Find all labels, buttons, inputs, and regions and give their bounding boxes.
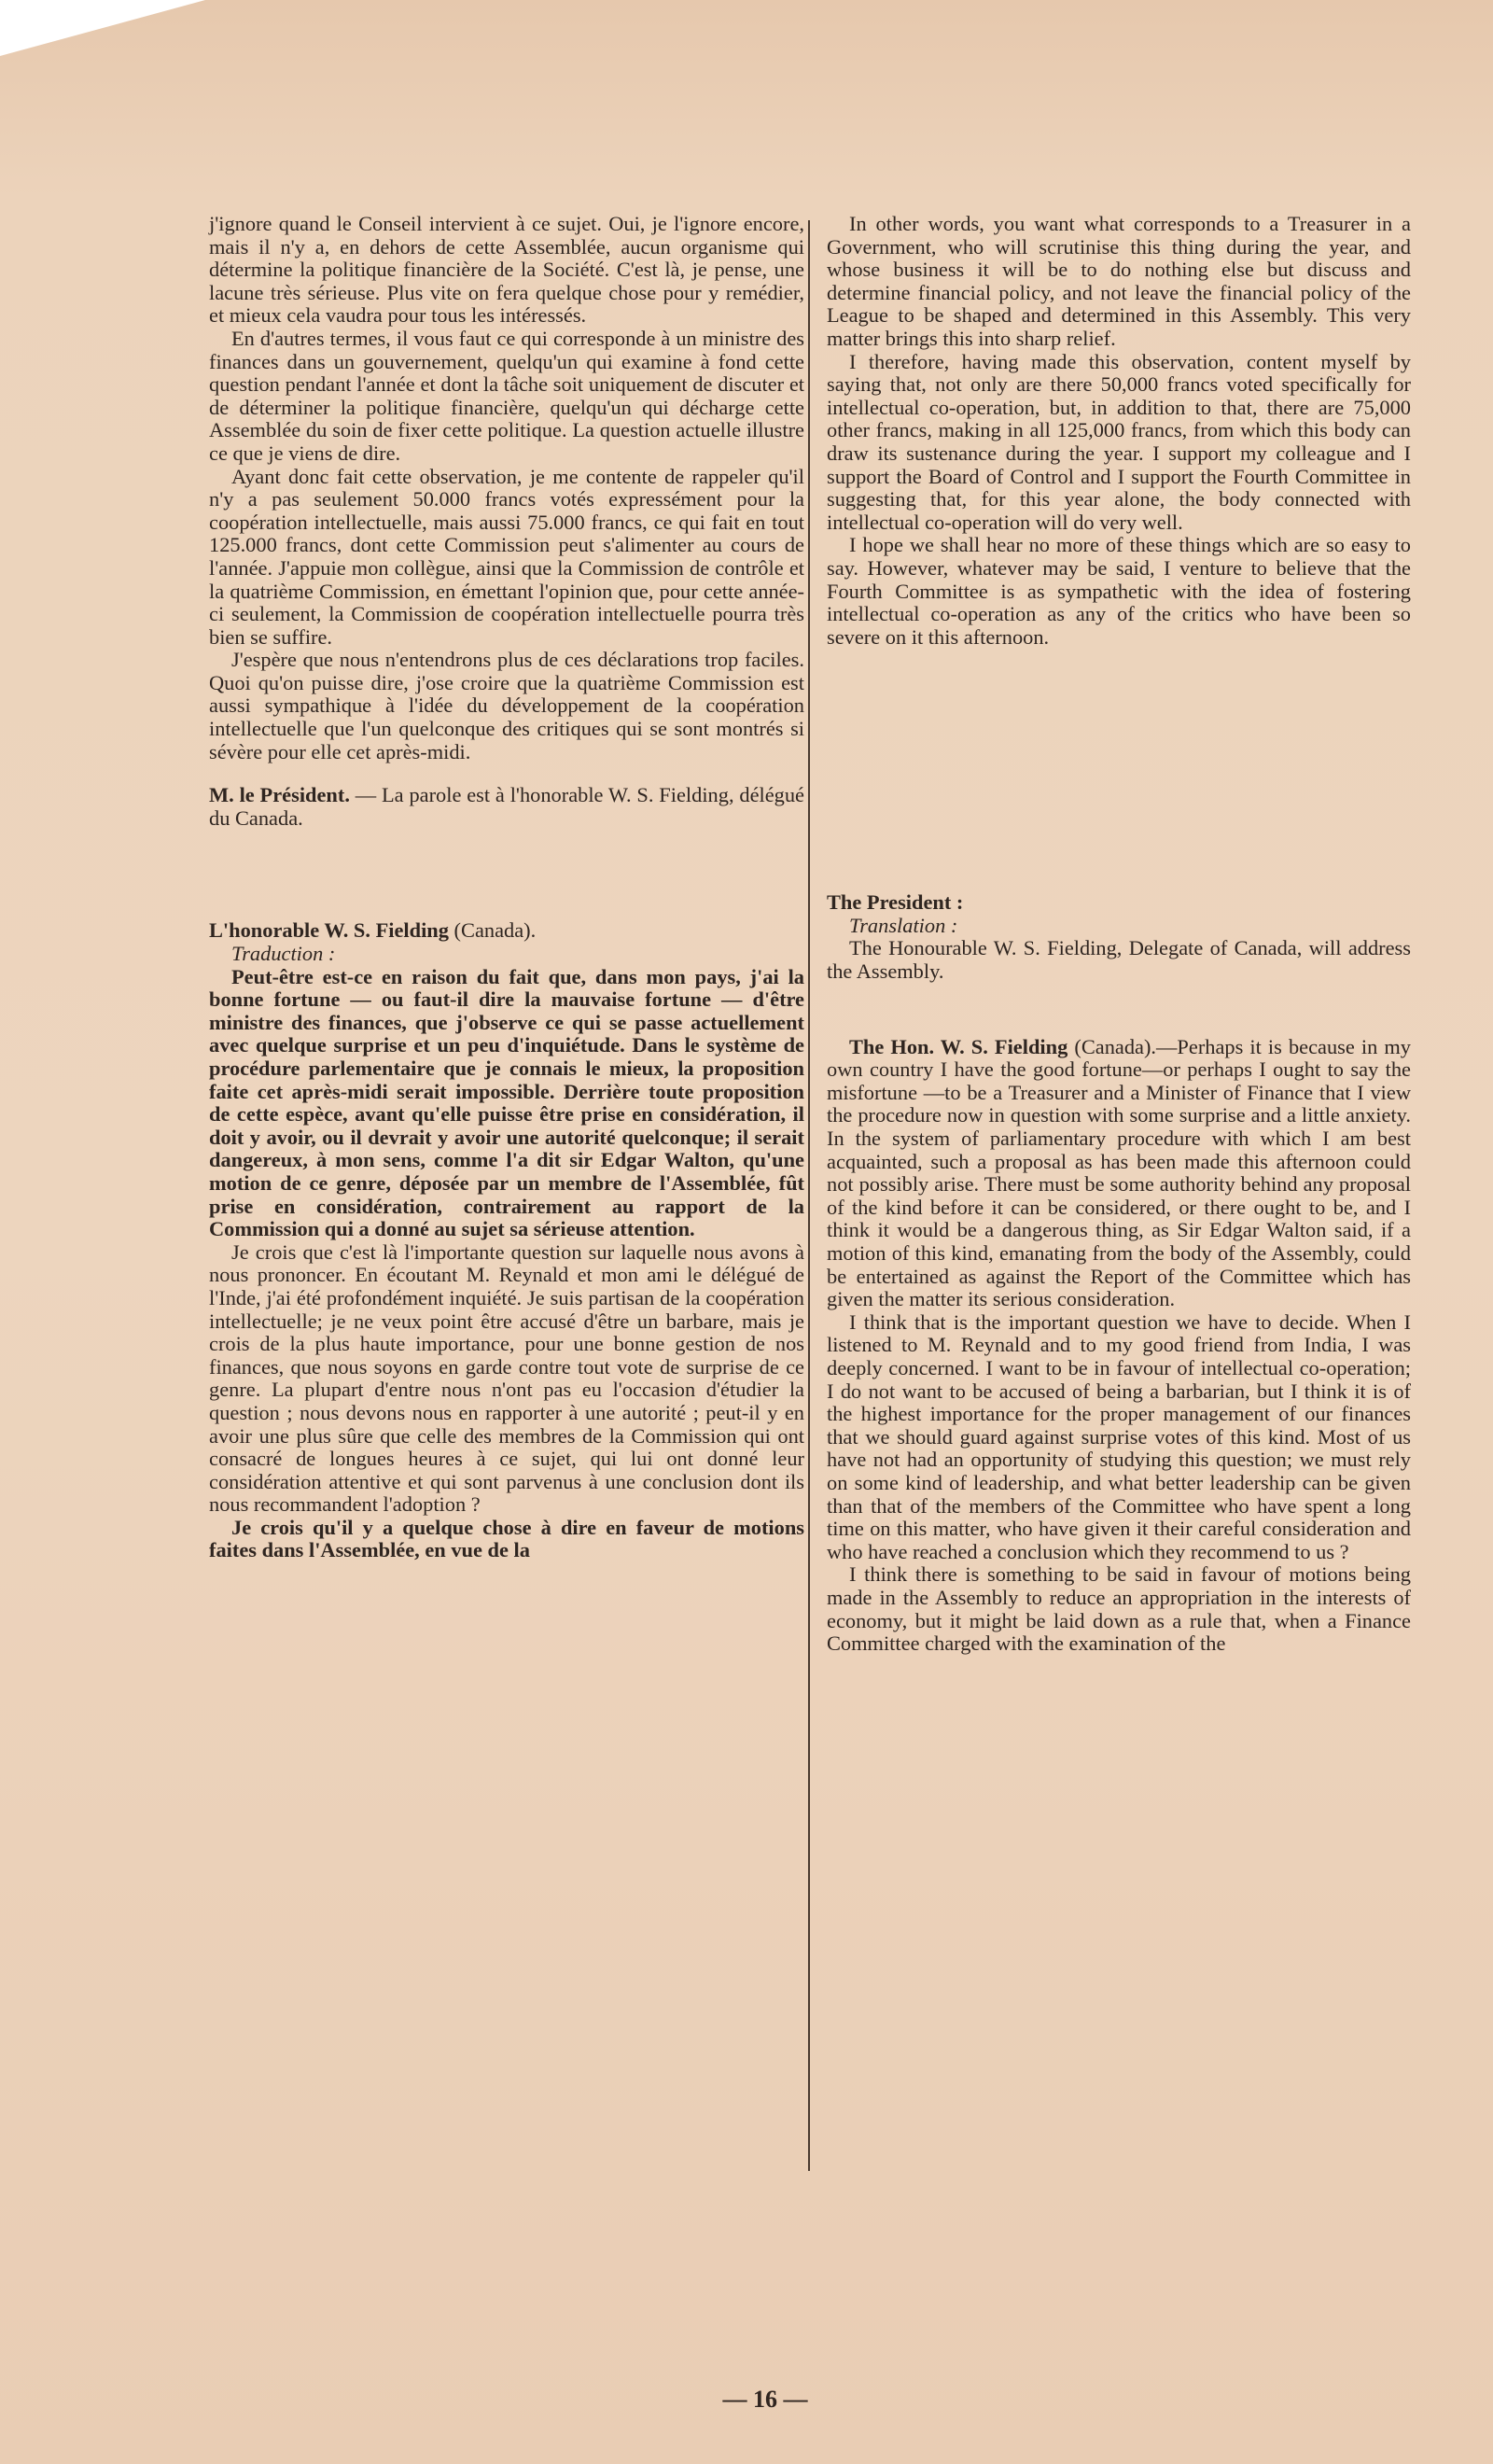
speaker-name: The Hon. W. S. Fielding: [849, 1034, 1068, 1058]
president-statement: [209, 784, 804, 830]
english-column: [827, 213, 1411, 1656]
translation-label: Translation :: [849, 913, 958, 937]
statement-text: — La parole est à l'honorable W. S. Fielding, délégué du Canada.: [209, 783, 804, 830]
speaker-statement: [827, 1036, 1411, 1311]
torn-corner: [0, 0, 205, 56]
paragraph: En d'autres termes, il vous faut ce qui corresponde à un ministre des finances dans un gouvernement, quelqu'un qui examine à fond cette question pendant l'année et dont la tâche soit uniquement de discuter et de déterminer la politique financière, quelqu'un qui décharge cette Assemblée du soin de fixer cette politique. La question actuelle illustre ce que je viens de dire.: [209, 326, 804, 465]
speaker-name: M. le Président.: [209, 783, 350, 807]
paragraph: In other words, you want what corresponds to a Treasurer in a Government, who will scrutinise this thing during the year, and whose business it will be to do nothing else but discuss and determine financial policy, and not leave the financial policy of the League to be shaped and determined in this Assembly. This very matter brings this into sharp relief.: [827, 212, 1411, 350]
speaker-name: L'honorable W. S. Fielding: [209, 918, 449, 943]
paragraph: Ayant donc fait cette observation, je me contente de rappeler qu'il n'y a pas seulement 50.000 francs votés expressément pour la coopération intellectuelle, mais aussi 75.000 francs, ce qui fait en tout 125.000 francs, dont cette Commission peut s'alimenter au cours de l'année. J'appuie mon collègue, ainsi que la Commission de contrôle et la quatrième Commission, en émettant l'opinion que, pour cette année-ci seulement, la Commission de coopération intellectuelle pourra très bien se suffire.: [209, 464, 804, 649]
french-column: [209, 213, 804, 1562]
translation-label: Traduction :: [231, 942, 336, 966]
speaker-heading: [209, 919, 804, 943]
paragraph: I hope we shall hear no more of these things which are so easy to say. However, whatever may be said, I venture to believe that the Fourth Committee is as sympathetic with the idea of fostering intellectual co-operation as any of the critics who have been so severe on it this afternoon.: [827, 533, 1411, 649]
paragraph: j'ignore quand le Conseil intervient à ce sujet. Oui, je l'ignore encore, mais il n'y a, en dehors de cette Assemblée, aucun organisme qui détermine la politique financière de la Société. C'est là, je pense, une lacune très sérieuse. Plus vite on fera quelque chose pour y remédier, et mieux cela vaudra pour tous les intéressés.: [209, 212, 804, 328]
paragraph: Je crois qu'il y a quelque chose à dire en faveur de motions faites dans l'Assemblée, en vue de la: [209, 1515, 804, 1562]
paragraph: I think there is something to be said in favour of motions being made in the Assembly to reduce an appropriation in the interests of economy, but it might be laid down as a rule that, when a Finance Committee charged with the examination of the: [827, 1562, 1411, 1656]
paragraph: Peut-être est-ce en raison du fait que, dans mon pays, j'ai la bonne fortune — ou faut-il dire la mauvaise fortune — d'être ministre des finances, que j'observe ce qui se passe actuellement avec quelque surprise et un peu d'inquiétude. Dans le système de procédure parlementaire que je connais le mieux, la proposition faite cet après-midi serait impossible. Derrière toute proposition de cette espèce, avant qu'elle puisse être prise en considération, il doit y avoir, ou il devrait y avoir une autorité quelconque; il serait dangereux, à mon sens, comme l'a dit sir Edgar Walton, qu'une motion de ce genre, déposée par un membre de l'Assemblée, fût prise en considération, contrairement au rapport de la Commission qui a donné au sujet sa sérieuse attention.: [209, 964, 804, 1241]
paragraph: I think that is the important question we have to decide. When I listened to M. Reynald and to my good friend from India, I was deeply concerned. I want to be in favour of intellectual co-operation; I do not want to be accused of being a barbarian, but I think it is of the highest importance for the proper management of our finances that we should guard against surprise votes of this kind. Most of us have not had an opportunity of studying this question; we must rely on some kind of leadership, and what better leadership can be given than that of the members of the Committee who have spent a long time on this matter, who have given it their careful consideration and who have reached a conclusion which they recommend to us ?: [827, 1309, 1411, 1563]
paragraph: Je crois que c'est là l'importante question sur laquelle nous avons à nous prononcer. En écoutant M. Reynald et mon ami le délégué de l'Inde, j'ai été profondément inquiété. Je suis partisan de la coopération intellectuelle; je ne veux point être accusé d'être un barbare, mais je crois de la plus haute importance, pour une bonne gestion de nos finances, que nous soyons en garde contre tout vote de surprise de ce genre. La plupart d'entre nous n'ont pas eu l'occasion d'étudier la question ; nous devons nous en rapporter à une autorité ; peut-il y en avoir une plus sûre que celle des membres de la Commission qui ont consacré de longues heures à ce sujet, qui lui ont donné leur considération attentive et qui sont parvenus à une conclusion dont ils nous recommandent l'adoption ?: [209, 1239, 804, 1517]
paragraph: The Honourable W. S. Fielding, Delegate of Canada, will address the Assembly.: [827, 936, 1411, 984]
speaker-country: (Canada).: [448, 918, 537, 943]
page-number: — 16 —: [722, 2386, 808, 2413]
statement-text: (Canada).—Perhaps it is because in my own country I have the good fortune—or perhaps I ought to say the misfortune —to be a Treasurer and a Minister of Finance that I view the procedure now in question with some surprise and a little anxiety. In the system of parliamentary procedure with which I am best acquainted, such a proposal as has been made this afternoon could not possibly arise. There must be some authority behind any proposal of the kind before it can be considered, or there ought to be, and I think it would be a dangerous thing, as Sir Edgar Walton said, if a motion of this kind, emanating from the body of the Assembly, could be entertained as against the Report of the Committee which has given the matter its serious consideration.: [827, 1034, 1411, 1311]
president-heading: The President :: [827, 890, 964, 915]
paragraph: I therefore, having made this observation, content myself by saying that, not only are there 50,000 francs voted specifically for intellectual co-operation, but, in addition to that, there are 75,000 other francs, making in all 125,000 francs, from which this body can draw its sustenance during the year. I support my colleague and I support the Board of Control and I support the Fourth Committee in suggesting that, for this year alone, the body connected with intellectual co-operation will do very well.: [827, 349, 1411, 534]
paragraph: J'espère que nous n'entendrons plus de ces déclarations trop faciles. Quoi qu'on puisse dire, j'ose croire que la quatrième Commission est aussi sympathique à l'idée du développement de la coopération intellectuelle que l'un quelconque des critiques qui se sont montrés si sévère pour elle cet après-midi.: [209, 648, 804, 763]
column-divider: [808, 220, 810, 2171]
